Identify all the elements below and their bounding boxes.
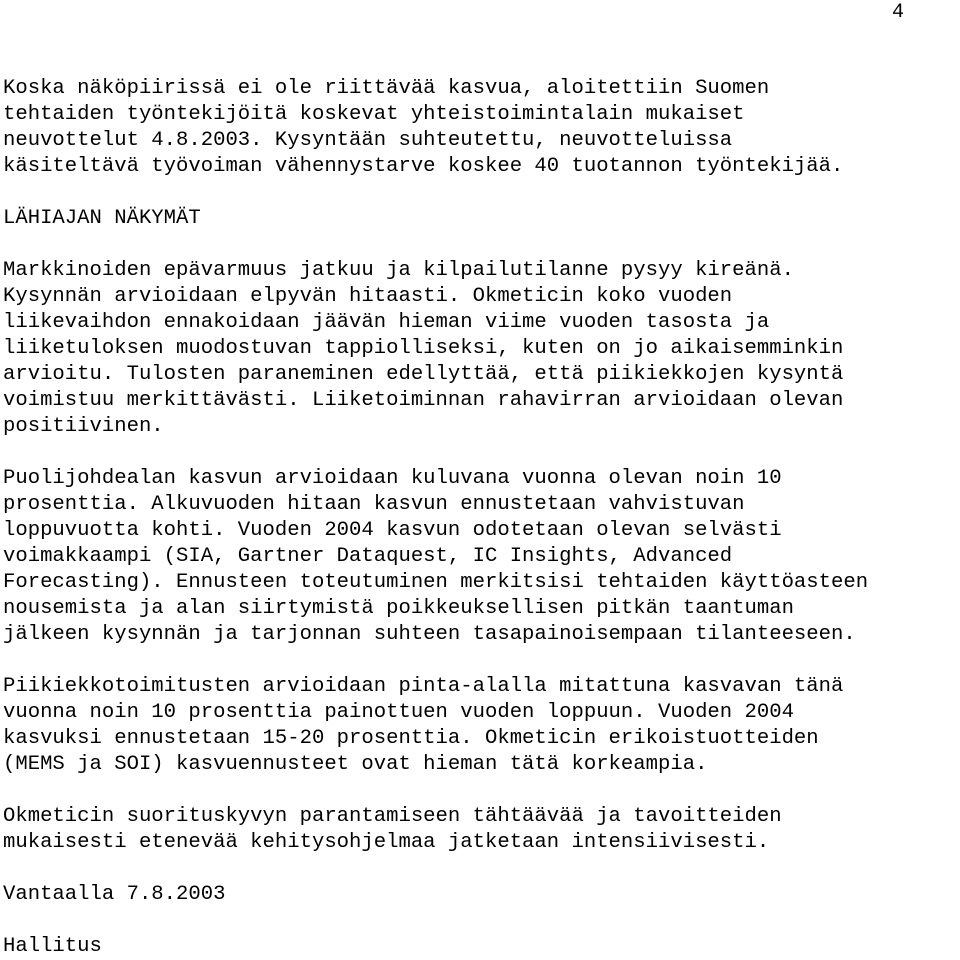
text-line: (MEMS ja SOI) kasvuennusteet ovat hieman tätä korkeampia.	[3, 753, 708, 776]
page-number: 4	[891, 1, 904, 24]
text-line: tehtaiden työntekijöitä koskevat yhteistoimintalain mukaiset	[3, 103, 745, 126]
document-body	[3, 76, 958, 960]
paragraph-gap	[3, 908, 958, 934]
text-line: vuonna noin 10 prosenttia painottuen vuoden loppuun. Vuoden 2004	[3, 701, 794, 724]
text-line: Puolijohdealan kasvun arvioidaan kuluvana vuonna olevan noin 10	[3, 467, 782, 490]
paragraph-gap	[3, 778, 958, 804]
text-line: prosenttia. Alkuvuoden hitaan kasvun ennustetaan vahvistuvan	[3, 493, 745, 516]
section-heading: LÄHIAJAN NÄKYMÄT	[3, 207, 201, 230]
text-line: arvioitu. Tulosten paraneminen edellyttää, että piikiekkojen kysyntä	[3, 363, 844, 386]
signature: Hallitus	[3, 935, 102, 958]
text-line: voimistuu merkittävästi. Liiketoiminnan rahavirran arvioidaan olevan	[3, 389, 844, 412]
paragraph-gap	[3, 856, 958, 882]
text-line: voimakkaampi (SIA, Gartner Dataquest, IC Insights, Advanced	[3, 545, 733, 568]
text-line: loppuvuotta kohti. Vuoden 2004 kasvun odotetaan olevan selvästi	[3, 519, 782, 542]
text-line: jälkeen kysynnän ja tarjonnan suhteen tasapainoisempaan tilanteeseen.	[3, 623, 856, 646]
text-line: käsiteltävä työvoiman vähennystarve koskee 40 tuotannon työntekijää.	[3, 155, 844, 178]
text-line: liikevaihdon ennakoidaan jäävän hieman viime vuoden tasosta ja	[3, 311, 770, 334]
paragraph-gap	[3, 440, 958, 466]
paragraph-workforce-negotiations	[3, 76, 958, 180]
text-line: nousemista ja alan siirtymistä poikkeuksellisen pitkän taantuman	[3, 597, 794, 620]
paragraph-gap	[3, 180, 958, 206]
text-line: neuvottelut 4.8.2003. Kysyntään suhteutettu, neuvotteluissa	[3, 129, 733, 152]
text-line: mukaisesti etenevää kehitysohjelmaa jatketaan intensiivisesti.	[3, 831, 770, 854]
paragraph-market-outlook	[3, 258, 958, 440]
paragraph-gap	[3, 232, 958, 258]
place-date: Vantaalla 7.8.2003	[3, 883, 226, 906]
text-line: Markkinoiden epävarmuus jatkuu ja kilpailutilanne pysyy kireänä.	[3, 259, 794, 282]
text-line: Kysynnän arvioidaan elpyvän hitaasti. Okmeticin koko vuoden	[3, 285, 733, 308]
text-line: Okmeticin suorituskyvyn parantamiseen tähtäävää ja tavoitteiden	[3, 805, 782, 828]
text-line: Koska näköpiirissä ei ole riittävää kasvua, aloitettiin Suomen	[3, 77, 770, 100]
paragraph-development-program	[3, 804, 958, 856]
paragraph-semiconductor-growth	[3, 466, 958, 648]
text-line: kasvuksi ennustetaan 15-20 prosenttia. Okmeticin erikoistuotteiden	[3, 727, 819, 750]
text-line: Piikiekkotoimitusten arvioidaan pinta-alalla mitattuna kasvavan tänä	[3, 675, 844, 698]
text-line: liiketuloksen muodostuvan tappiolliseksi, kuten on jo aikaisemminkin	[3, 337, 844, 360]
text-line: Forecasting). Ennusteen toteutuminen merkitsisi tehtaiden käyttöasteen	[3, 571, 869, 594]
paragraph-wafer-deliveries	[3, 674, 958, 778]
text-line: positiivinen.	[3, 415, 164, 438]
paragraph-gap	[3, 648, 958, 674]
